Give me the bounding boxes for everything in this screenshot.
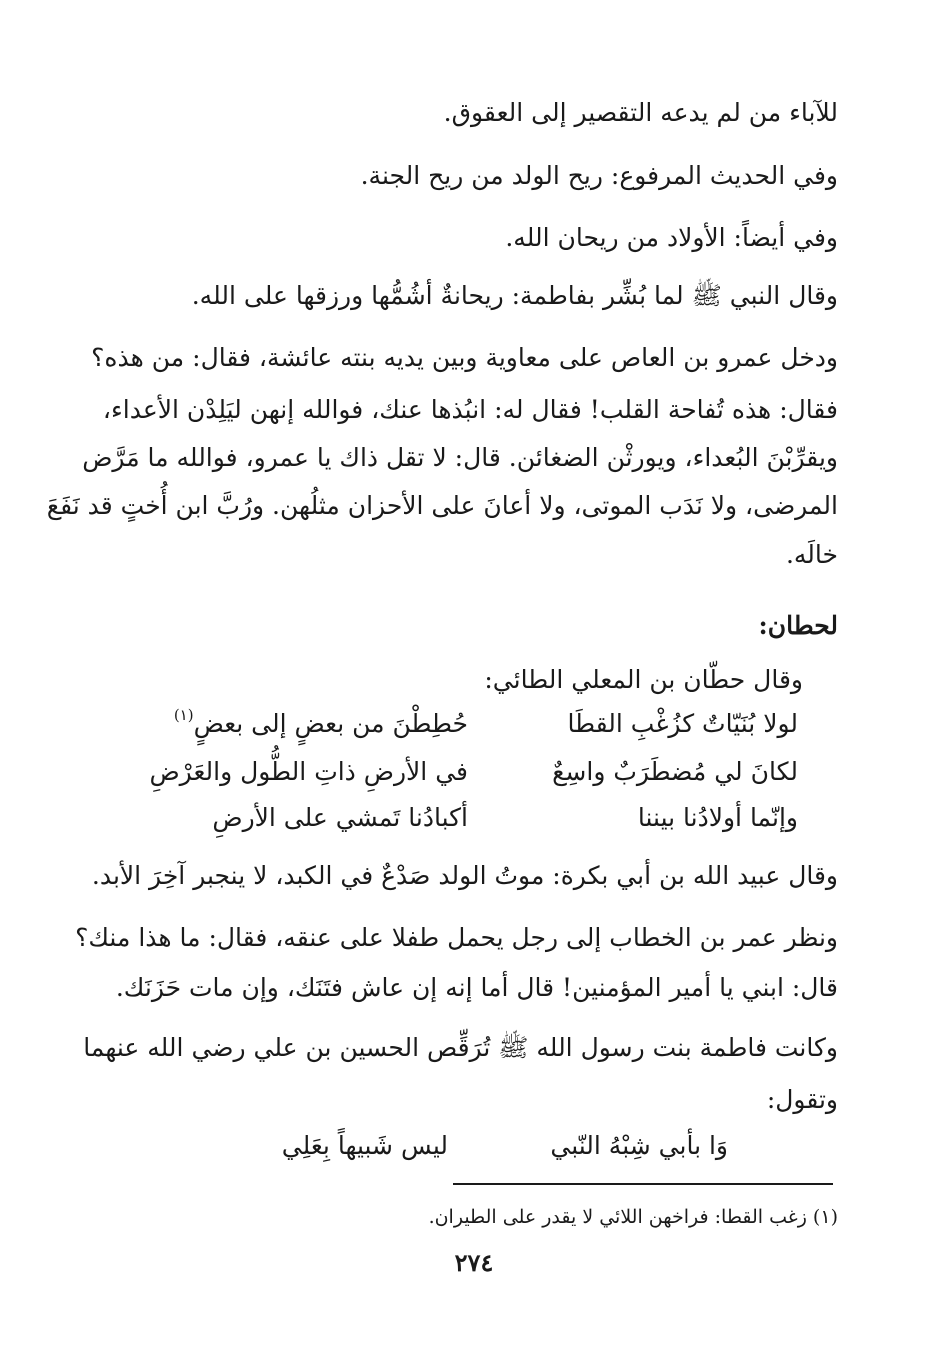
verse-intro: وقال حطّان بن المعلي الطائي: <box>484 665 803 694</box>
paragraph-line: وتقول: <box>766 1085 838 1114</box>
paragraph-line: ونظر عمر بن الخطاب إلى رجل يحمل طفلا على عنقه، فقال: ما هذا منك؟ <box>75 923 838 952</box>
paragraph-line: وفي الحديث المرفوع: ريح الولد من ريح الجنة. <box>360 161 838 190</box>
verse-row <box>168 1128 728 1168</box>
footnote-divider <box>453 1183 833 1185</box>
verse-row <box>128 754 798 794</box>
verse-row <box>128 706 798 746</box>
paragraph-line: ويقرِّبْنَ البُعداء، ويورثْن الضغائن. قال: لا تقل ذاك يا عمرو، فوالله ما مَرَّض <box>82 443 838 472</box>
verse-first-hemistich: لكانَ لي مُضطَرَبٌ واسِعٌ <box>552 757 798 786</box>
footnote: (١) زغب القطا: فراخهن اللائي لا يقدر على الطيران. <box>428 1206 838 1228</box>
verse-second-hemistich <box>170 706 468 745</box>
footnote-marker: (١) <box>173 706 194 724</box>
paragraph-line: فقال: هذه تُفاحة القلب! فقال له: انبُذها عنك، فوالله إنهن ليَلِدْن الأعداء، <box>102 395 838 424</box>
page-number: ٢٧٤ <box>454 1248 494 1277</box>
verse-first-hemistich: لولا بُنَيّاتٌ كزُغْبِ القطَا <box>567 709 798 738</box>
paragraph-line: وكانت فاطمة بنت رسول الله ﷺ تُرَقِّص الحسين بن علي رضي الله عنهما <box>83 1033 838 1062</box>
verse-second-text: حُطِطْنَ من بعضٍ إلى بعضٍ <box>193 709 468 738</box>
paragraph-line: المرضى، ولا نَدَب الموتى، ولا أعانَ على الأحزان مثلُهن. ورُبَّ ابن أُختٍ قد نَفَعَ <box>46 491 838 520</box>
paragraph-line: ودخل عمرو بن العاص على معاوية وبين يديه بنته عائشة، فقال: من هذه؟ <box>91 343 838 372</box>
verse-second-hemistich: ليس شَبيهاً بِعَلِي <box>281 1131 448 1160</box>
verse-second-hemistich: في الأرضِ ذاتِ الطُّول والعَرْضِ <box>149 757 468 786</box>
paragraph-line: خالَه. <box>785 540 838 569</box>
verse-row <box>128 800 798 840</box>
verse-second-hemistich: أكبادُنا تَمشي على الأرضِ <box>212 803 468 832</box>
paragraph-line: وقال النبي ﷺ لما بُشِّر بفاطمة: ريحانةٌ أشُمُّها ورزقها على الله. <box>191 281 838 310</box>
paragraph-line: وفي أيضاً: الأولاد من ريحان الله. <box>505 223 838 252</box>
verse-first-hemistich: وإنّما أولادُنا بيننا <box>637 803 798 832</box>
verse-first-hemistich: وَا بأبي شِبْهُ النّبي <box>550 1131 728 1160</box>
section-heading: لحطان: <box>758 611 838 640</box>
paragraph-line: وقال عبيد الله بن أبي بكرة: موتُ الولد صَدْعٌ في الكبد، لا ينجبر آخِرَ الأبد. <box>91 861 838 890</box>
paragraph-line: للآباء من لم يدعه التقصير إلى العقوق. <box>443 98 838 127</box>
paragraph-line: قال: ابني يا أمير المؤمنين! قال أما إنه إن عاش فتَنَك، وإن مات حَزَنَك. <box>115 973 838 1002</box>
